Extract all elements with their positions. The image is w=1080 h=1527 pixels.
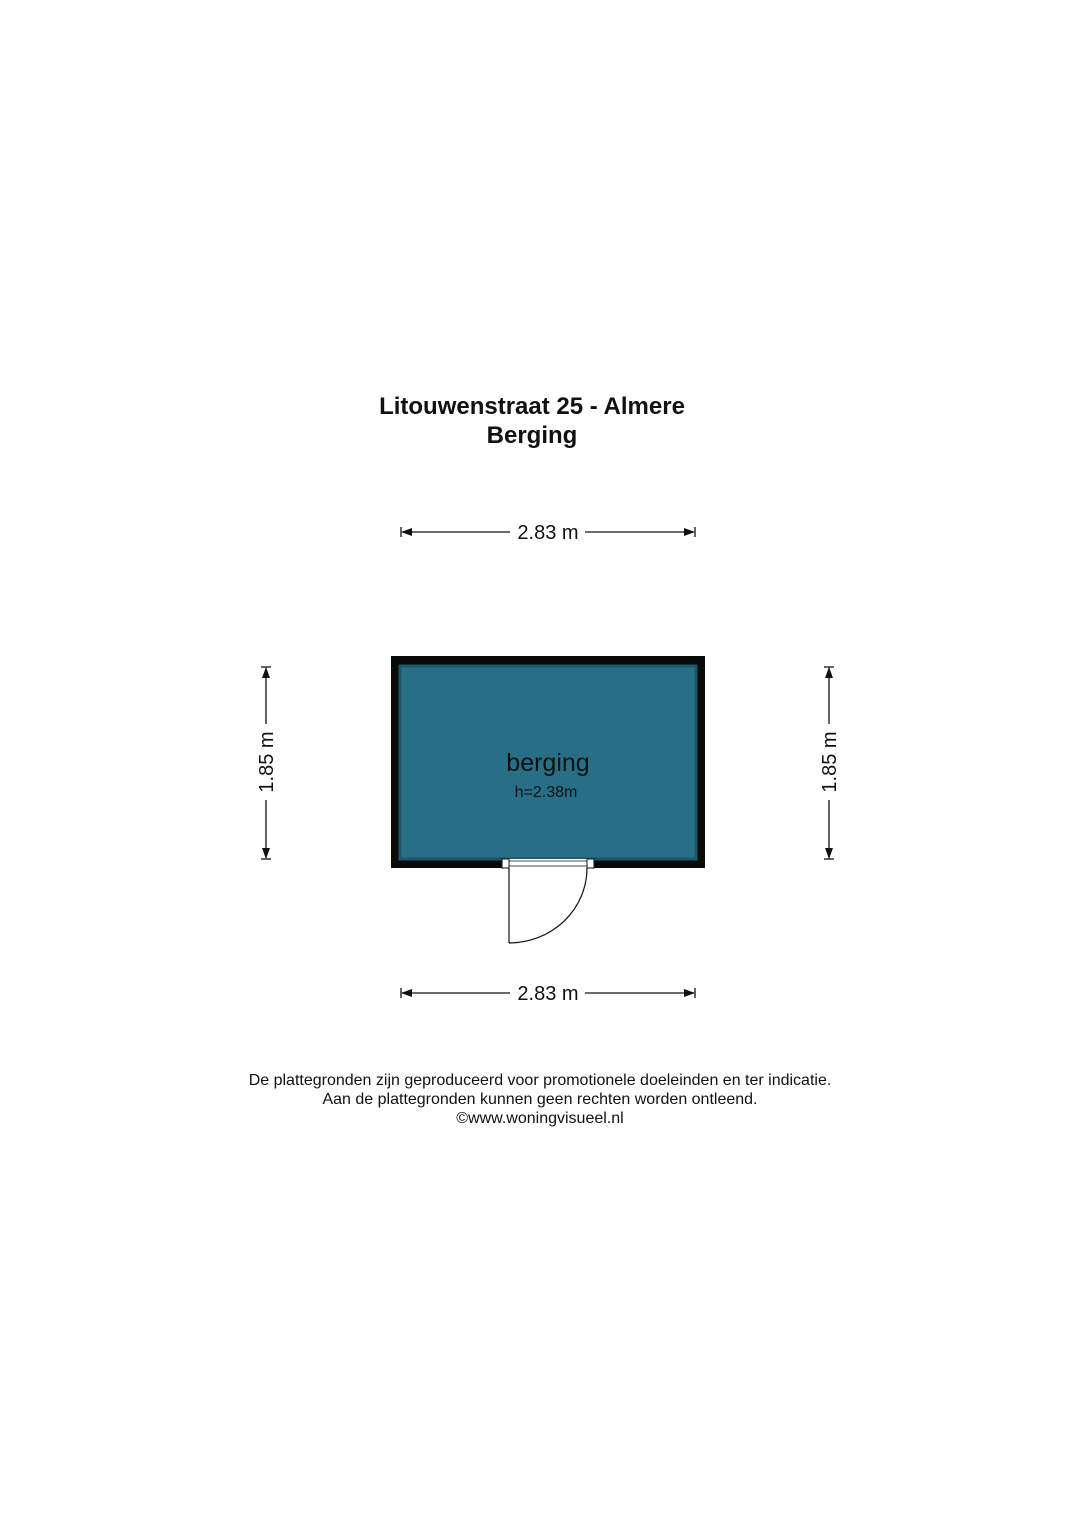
property-address: Litouwenstraat 25 - Almere (379, 393, 685, 420)
bottom-width-dimension (401, 983, 695, 1005)
disclaimer-line-1: De plattegronden zijn geproduceerd voor promotionele doeleinden en ter indicatie. (248, 1072, 832, 1089)
top-width-label: 2.83 m (517, 522, 579, 544)
left-depth-label: 1.85 m (256, 731, 278, 793)
room-height: h=2.38m (514, 784, 578, 801)
right-depth-dimension (819, 667, 841, 859)
door (502, 859, 594, 943)
disclaimer (0, 1071, 1080, 1128)
floor-name: Berging (486, 422, 578, 449)
disclaimer-line-2: Aan de plattegronden kunnen geen rechten worden ontleend. (322, 1091, 758, 1108)
left-depth-dimension (256, 667, 278, 859)
bottom-width-label: 2.83 m (517, 983, 579, 1005)
room-name: berging (506, 749, 590, 777)
right-depth-label: 1.85 m (819, 731, 841, 793)
copyright-line: ©www.woningvisueel.nl (456, 1110, 624, 1127)
top-width-dimension (401, 522, 695, 544)
